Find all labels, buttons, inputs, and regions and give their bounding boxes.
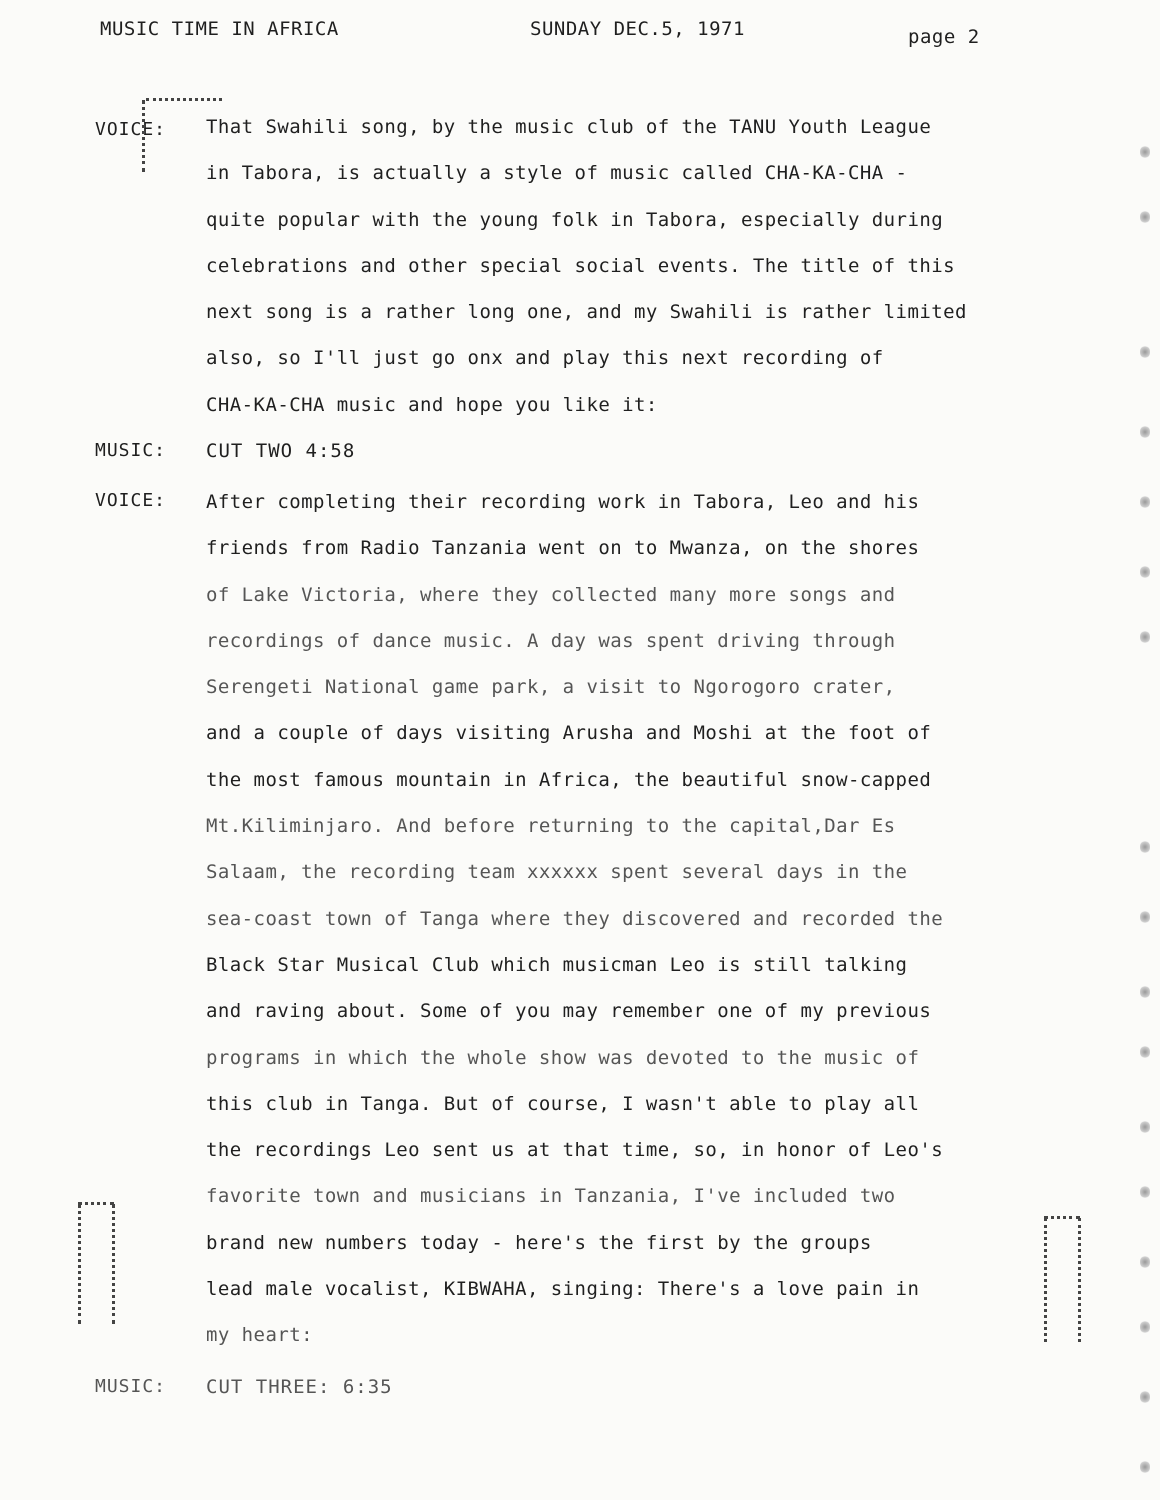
voice-text <box>206 115 1111 439</box>
speaker-label: MUSIC: <box>95 440 167 461</box>
music-cue: CUT TWO 4:58 <box>206 440 356 462</box>
edge-smudge <box>1140 1185 1150 1199</box>
text-line: friends from Radio Tanzania went on to Mwanza, on the shores <box>206 537 920 560</box>
edge-smudge <box>1140 840 1150 854</box>
text-line: also, so I'll just go onx and play this next recording of <box>206 347 884 370</box>
edge-smudge <box>1140 495 1150 509</box>
speaker-label: VOICE: <box>95 119 167 140</box>
text-line: this club in Tanga. But of course, I wasn't able to play all <box>206 1092 920 1115</box>
text-line: recordings of dance music. A day was spent driving through <box>206 629 896 652</box>
text-line: That Swahili song, by the music club of the TANU Youth League <box>206 116 932 138</box>
broadcast-date: SUNDAY DEC.5, 1971 <box>530 18 745 40</box>
text-line: my heart: <box>206 1324 314 1347</box>
program-title: MUSIC TIME IN AFRICA <box>100 18 339 40</box>
edge-smudge <box>1140 425 1150 439</box>
page-header <box>0 18 1160 48</box>
text-line: Serengeti National game park, a visit to Ngorogoro crater, <box>206 676 896 699</box>
text-line: the recordings Leo sent us at that time, so, in honor of Leo's <box>206 1139 944 1162</box>
edge-smudge <box>1140 1460 1150 1474</box>
speaker-label: VOICE: <box>95 490 167 511</box>
music-cue: CUT THREE: 6:35 <box>206 1376 393 1398</box>
text-line: brand new numbers today - here's the first by the groups <box>206 1231 872 1254</box>
edge-smudge <box>1140 1320 1150 1334</box>
text-line: CHA-KA-CHA music and hope you like it: <box>206 393 658 416</box>
edge-smudge <box>1140 1390 1150 1404</box>
text-line: of Lake Victoria, where they collected many more songs and <box>206 583 896 606</box>
text-line: favorite town and musicians in Tanzania, I've included two <box>206 1185 896 1208</box>
text-line: Mt.Kiliminjaro. And before returning to the capital,Dar Es <box>206 815 896 838</box>
page-number: page 2 <box>908 26 980 48</box>
text-line: in Tabora, is actually a style of music called CHA-KA-CHA - <box>206 162 908 185</box>
edge-smudge <box>1140 565 1150 579</box>
text-line: sea-coast town of Tanga where they discovered and recorded the <box>206 907 944 930</box>
text-line: quite popular with the young folk in Tabora, especially during <box>206 208 944 231</box>
voice-text <box>206 490 1111 1370</box>
text-line: Black Star Musical Club which musicman Leo is still talking <box>206 953 908 976</box>
text-line: the most famous mountain in Africa, the beautiful snow-capped <box>206 768 932 791</box>
text-line: After completing their recording work in Tabora, Leo and his <box>206 491 920 513</box>
text-line: lead male vocalist, KIBWAHA, singing: There's a love pain in <box>206 1278 920 1301</box>
text-line: and raving about. Some of you may remember one of my previous <box>206 1000 932 1023</box>
speaker-label: MUSIC: <box>95 1376 167 1397</box>
text-line: next song is a rather long one, and my Swahili is rather limited <box>206 301 967 324</box>
text-line: celebrations and other special social events. The title of this <box>206 254 956 277</box>
edge-smudge <box>1140 910 1150 924</box>
edge-smudge <box>1140 210 1150 224</box>
text-line: and a couple of days visiting Arusha and Moshi at the foot of <box>206 722 932 745</box>
text-line: Salaam, the recording team xxxxxx spent several days in the <box>206 861 908 884</box>
edge-smudge <box>1140 630 1150 644</box>
edge-smudge <box>1140 145 1150 159</box>
edge-smudge <box>1140 1045 1150 1059</box>
edge-smudge <box>1140 345 1150 359</box>
text-line: programs in which the whole show was devoted to the music of <box>206 1046 920 1069</box>
edge-smudge <box>1140 985 1150 999</box>
edge-smudge <box>1140 1120 1150 1134</box>
edge-smudge <box>1140 1255 1150 1269</box>
